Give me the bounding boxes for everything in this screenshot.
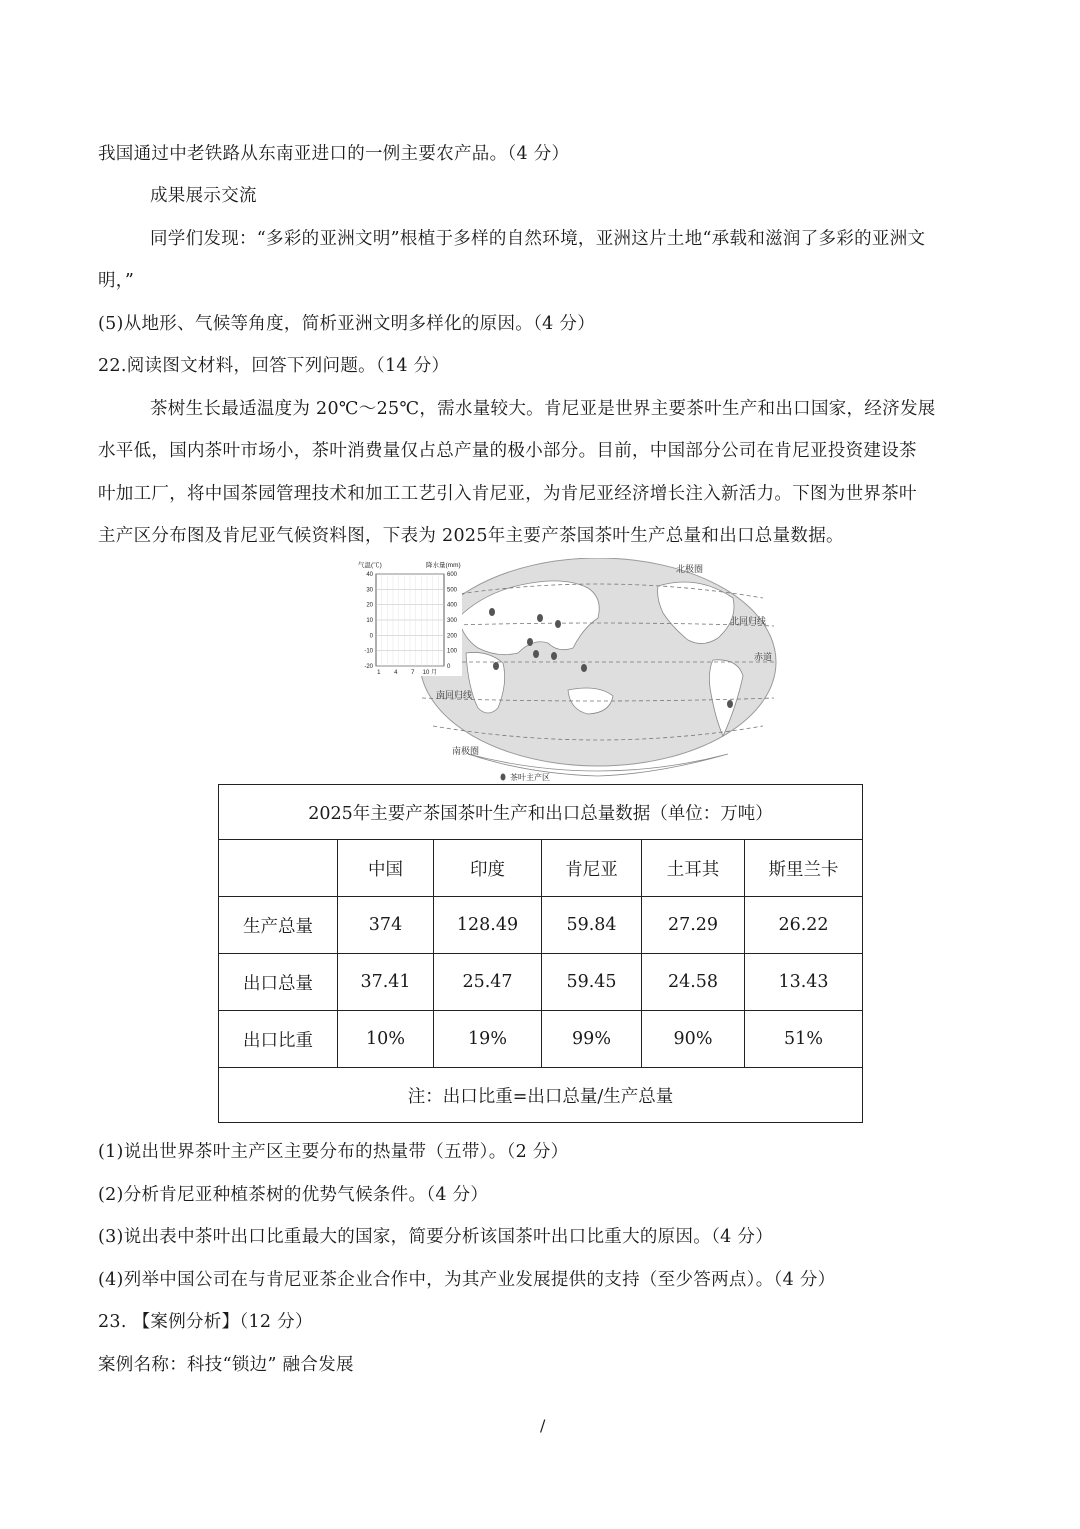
label-equator: 赤道	[754, 652, 773, 662]
section-heading: 成果展示交流	[150, 186, 257, 206]
material-text: 水平低，国内茶叶市场小，茶叶消费量仅占总产量的极小部分。目前，中国部分公司在肯尼亚投资建设茶	[98, 441, 917, 461]
page-number: /	[540, 1416, 546, 1435]
month-tick-label: 7	[411, 670, 415, 676]
table-cell: 10%	[338, 1011, 434, 1068]
month-tick-label: 4	[394, 670, 398, 676]
table-cell: 51%	[745, 1011, 863, 1068]
temp-tick-label: 20	[366, 602, 373, 609]
table-row	[219, 897, 863, 954]
tea-region-marker	[533, 650, 539, 658]
table-cell: 99%	[542, 1011, 642, 1068]
header-cell: 印度	[434, 840, 542, 897]
table-cell: 13.43	[745, 954, 863, 1011]
table-cell: 27.29	[642, 897, 745, 954]
tea-region-marker	[489, 608, 495, 616]
question-4: (4)列举中国公司在与肯尼亚茶企业合作中，为其产业发展提供的支持（至少答两点）。（4 分）	[98, 1270, 836, 1290]
temp-tick-label: -20	[364, 664, 373, 670]
precip-tick-label: 100	[447, 648, 458, 655]
tea-region-marker	[537, 614, 543, 622]
table-cell: 25.47	[434, 954, 542, 1011]
label-tropic-south: 南回归线	[436, 690, 473, 700]
table-cell: 128.49	[434, 897, 542, 954]
tea-region-marker	[551, 652, 557, 660]
question-3: (3)说出表中茶叶出口比重最大的国家，简要分析该国茶叶出口比重大的原因。（4 分）	[98, 1227, 774, 1247]
text-line: 我国通过中老铁路从东南亚进口的一例主要农产品。（4 分）	[98, 144, 570, 164]
precip-tick-label: 0	[447, 664, 451, 670]
header-cell	[219, 840, 338, 897]
table-cell: 59.45	[542, 954, 642, 1011]
map-legend: 茶叶主产区	[510, 773, 550, 782]
header-cell: 土耳其	[642, 840, 745, 897]
material-text: 叶加工厂，将中国茶园管理技术和加工工艺引入肯尼亚，为肯尼亚经济增长注入新活力。下图为世界茶叶	[98, 484, 917, 504]
question-22-title: 22.阅读图文材料，回答下列问题。（14 分）	[98, 356, 450, 376]
precip-tick-label: 300	[447, 618, 458, 624]
temp-tick-label: 40	[366, 572, 373, 578]
tea-region-marker	[493, 662, 499, 670]
table-cell: 37.41	[338, 954, 434, 1011]
tea-region-marker	[555, 620, 561, 628]
month-tick-label: 1	[377, 670, 381, 676]
temp-tick-label: 0	[369, 633, 373, 640]
header-cell: 肯尼亚	[542, 840, 642, 897]
precip-tick-label: 200	[447, 633, 458, 640]
case-name: 案例名称：科技“锁边” 融合发展	[98, 1355, 354, 1375]
question-5: (5)从地形、气候等角度，简析亚洲文明多样化的原因。（4 分）	[98, 314, 596, 334]
tea-region-marker	[727, 700, 733, 708]
table-cell: 26.22	[745, 897, 863, 954]
climate-left-axis-title: 气温(℃)	[358, 562, 382, 569]
temp-tick-label: 30	[366, 587, 373, 594]
table-cell: 59.84	[542, 897, 642, 954]
table-cell: 374	[338, 897, 434, 954]
tea-data-table	[218, 784, 863, 1123]
month-tick-label: 10 月	[422, 670, 438, 676]
table-note: 注：出口比重=出口总量/生产总量	[219, 1068, 863, 1123]
precip-tick-label: 400	[447, 602, 458, 609]
question-2: (2)分析肯尼亚种植茶树的优势气候条件。（4 分）	[98, 1185, 489, 1205]
row-label: 生产总量	[219, 897, 338, 954]
legend-marker-icon	[501, 774, 506, 781]
row-label: 出口总量	[219, 954, 338, 1011]
table-header-row	[219, 840, 863, 897]
temp-tick-label: -10	[364, 648, 373, 655]
tea-region-marker	[527, 638, 533, 646]
text-line: 明，”	[98, 271, 135, 291]
table-title: 2025年主要产茶国茶叶生产和出口总量数据（单位：万吨）	[219, 785, 863, 840]
table-cell: 90%	[642, 1011, 745, 1068]
precip-tick-label: 600	[447, 572, 458, 578]
material-text: 茶树生长最适温度为 20℃～25℃，需水量较大。肯尼亚是世界主要茶叶生产和出口国家，经济发展	[150, 399, 936, 419]
row-label: 出口比重	[219, 1011, 338, 1068]
question-1: (1)说出世界茶叶主产区主要分布的热量带（五带）。（2 分）	[98, 1142, 569, 1162]
temp-tick-label: 10	[366, 618, 373, 624]
label-arctic: 北极圈	[676, 564, 704, 574]
header-cell: 斯里兰卡	[745, 840, 863, 897]
header-cell: 中国	[338, 840, 434, 897]
text-line: 同学们发现：“多彩的亚洲文明”根植于多样的自然环境，亚洲这片土地“承载和滋润了多彩的亚洲文	[150, 229, 926, 249]
table-row	[219, 1011, 863, 1068]
tea-region-marker	[581, 664, 587, 672]
label-antarctic: 南极圈	[452, 746, 480, 756]
precip-tick-label: 500	[447, 587, 458, 594]
table-row	[219, 954, 863, 1011]
tea-map-figure	[358, 558, 778, 782]
table-cell: 19%	[434, 1011, 542, 1068]
question-23-title: 23. 【案例分析】（12 分）	[98, 1312, 313, 1332]
material-text: 主产区分布图及肯尼亚气候资料图，下表为 2025年主要产茶国茶叶生产总量和出口总量数据。	[98, 526, 844, 546]
climate-right-axis-title: 降水量(mm)	[426, 562, 461, 569]
label-tropic-north: 北回归线	[730, 616, 767, 626]
table-cell: 24.58	[642, 954, 745, 1011]
